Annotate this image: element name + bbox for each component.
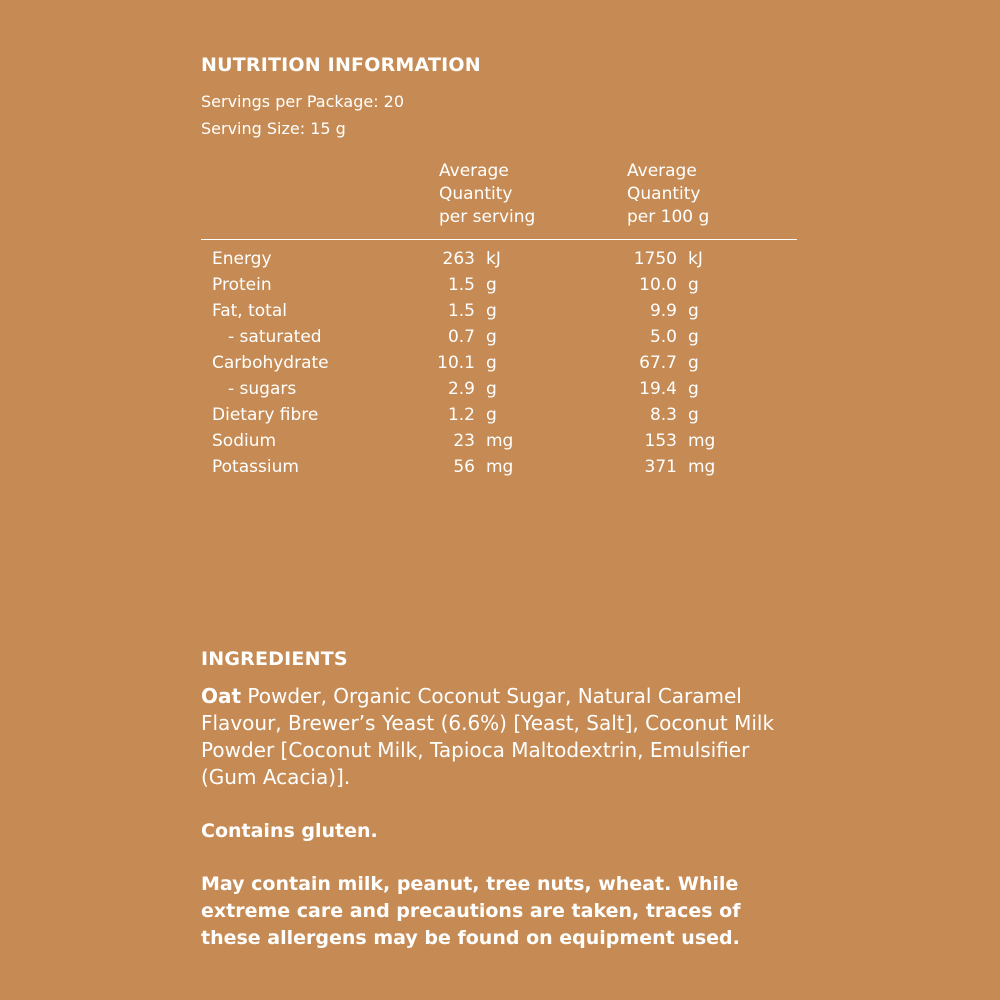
per-100g-value: 1750 [633, 249, 677, 269]
nutrient-name: - saturated [228, 327, 322, 347]
per-100g-unit: mg [688, 457, 716, 477]
nutrient-name: Carbohydrate [212, 353, 329, 373]
col1-header-line: Quantity [439, 184, 513, 204]
nutrient-name: Sodium [212, 431, 277, 451]
ingredients-text [201, 683, 801, 791]
per-100g-value: 371 [644, 457, 677, 477]
per-serving-unit: g [486, 353, 497, 373]
per-serving-value: 56 [453, 457, 475, 477]
per-100g-value: 67.7 [639, 353, 677, 373]
col2-header-line: per 100 g [627, 207, 710, 227]
per-100g-value: 153 [644, 431, 677, 451]
table-row [201, 246, 801, 272]
nutrient-name: - sugars [228, 379, 297, 399]
per-100g-unit: g [688, 301, 699, 321]
per-100g-value: 9.9 [649, 301, 677, 321]
per-serving-unit: g [486, 327, 497, 347]
table-row [201, 324, 801, 350]
col1-header-line: per serving [439, 207, 536, 227]
table-row [201, 376, 801, 402]
nutrient-name: Potassium [212, 457, 299, 477]
contains-statement: Contains gluten. [201, 820, 378, 842]
per-serving-unit: g [486, 379, 497, 399]
nutrition-title: NUTRITION INFORMATION [201, 54, 481, 76]
allergen-statement: May contain milk, peanut, tree nuts, wheat. While extreme care and precautions are taken, traces of these allergens may be found on equipment used. [201, 873, 741, 949]
per-100g-unit: kJ [688, 249, 703, 269]
table-divider [201, 239, 797, 240]
ingredients-list: Powder, Organic Coconut Sugar, Natural Caramel Flavour, Brewer’s Yeast (6.6%) [Yeast, Salt], Coconut Milk Powder [Coconut Milk, Tapioca Maltodextrin, Emulsifier (Gum Acacia)]. [201, 684, 775, 789]
per-serving-value: 23 [453, 431, 475, 451]
serving-size: Serving Size: 15 g [201, 119, 346, 138]
per-100g-unit: g [688, 327, 699, 347]
per-serving-unit: mg [486, 457, 514, 477]
servings-per-package: Servings per Package: 20 [201, 92, 405, 111]
column-header-per-serving [439, 160, 535, 229]
per-serving-value: 1.5 [447, 301, 475, 321]
table-row [201, 454, 801, 480]
per-100g-value: 19.4 [639, 379, 677, 399]
per-serving-value: 1.2 [447, 405, 475, 425]
col2-header-line: Average [627, 161, 697, 181]
table-row [201, 402, 801, 428]
per-serving-value: 10.1 [437, 353, 475, 373]
column-header-per-100g [627, 160, 709, 229]
nutrient-name: Energy [212, 249, 272, 269]
per-serving-value: 1.5 [447, 275, 475, 295]
per-100g-unit: g [688, 275, 699, 295]
per-100g-unit: g [688, 353, 699, 373]
table-row [201, 272, 801, 298]
nutrition-table [201, 246, 801, 480]
per-serving-unit: mg [486, 431, 514, 451]
ingredients-first-word: Oat [201, 684, 242, 708]
nutrient-name: Fat, total [212, 301, 287, 321]
col2-header-line: Quantity [627, 184, 701, 204]
table-row [201, 428, 801, 454]
table-row [201, 350, 801, 376]
per-100g-unit: g [688, 405, 699, 425]
per-serving-unit: g [486, 301, 497, 321]
per-100g-value: 8.3 [649, 405, 677, 425]
per-serving-unit: kJ [486, 249, 501, 269]
table-row [201, 298, 801, 324]
per-100g-unit: g [688, 379, 699, 399]
per-serving-unit: g [486, 275, 497, 295]
per-100g-value: 10.0 [639, 275, 677, 295]
nutrient-name: Protein [212, 275, 272, 295]
per-serving-unit: g [486, 405, 497, 425]
col1-header-line: Average [439, 161, 509, 181]
per-serving-value: 0.7 [447, 327, 475, 347]
nutrient-name: Dietary fibre [212, 405, 319, 425]
ingredients-title: INGREDIENTS [201, 648, 348, 670]
per-serving-value: 263 [442, 249, 475, 269]
per-100g-unit: mg [688, 431, 716, 451]
per-100g-value: 5.0 [649, 327, 677, 347]
per-serving-value: 2.9 [447, 379, 475, 399]
